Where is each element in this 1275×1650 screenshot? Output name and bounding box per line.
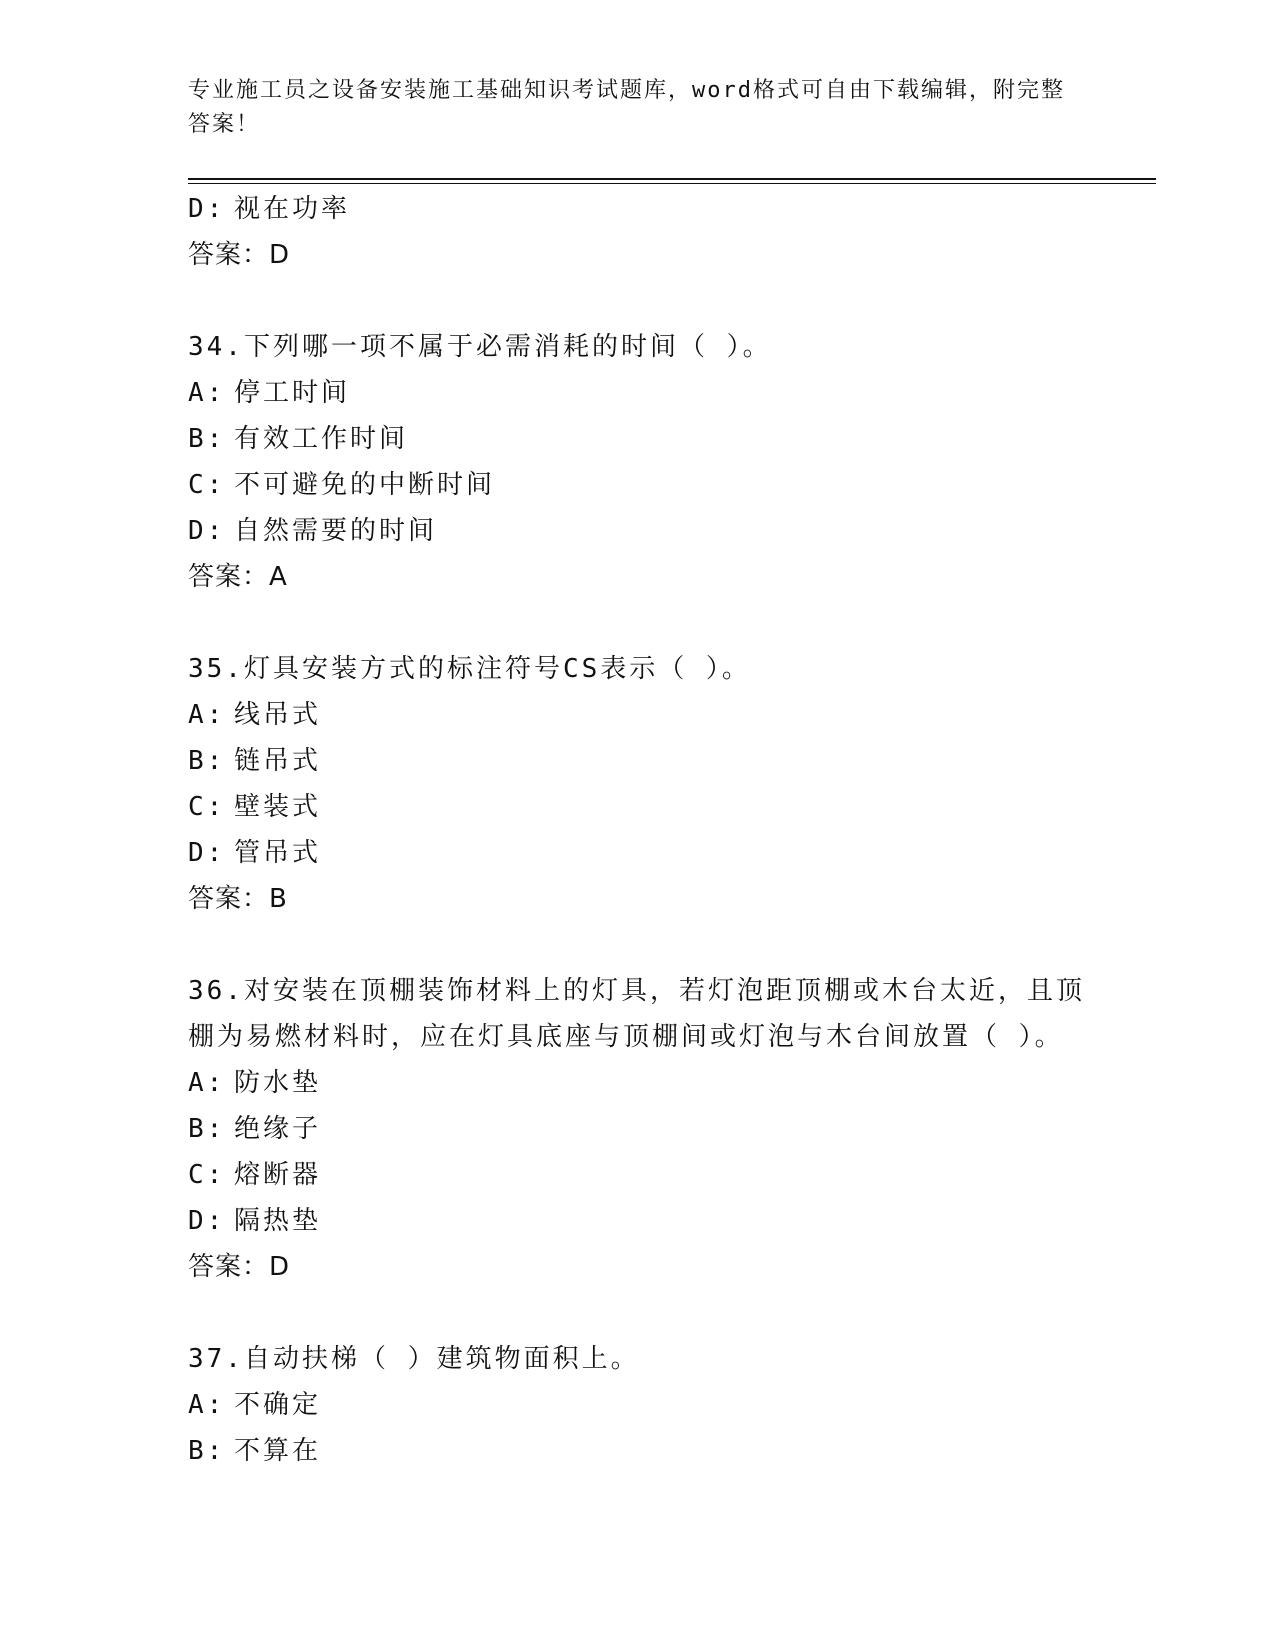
option-c: C: 壁装式 (188, 792, 322, 822)
option-d: D: 管吊式 (188, 838, 322, 868)
question-stem: 36.对安装在顶棚装饰材料上的灯具，若灯泡距顶棚或木台太近，且顶棚为易燃材料时，应在灯具底座与顶棚间或灯泡与木台间放置（ ）。 (188, 976, 1085, 1052)
question-stem: 34.下列哪一项不属于必需消耗的时间（ ）。 (188, 332, 772, 362)
answer-line: 答案：B (188, 884, 288, 914)
option-a: A: 停工时间 (188, 378, 351, 408)
option-c: C: 不可避免的中断时间 (188, 470, 496, 500)
document-header: 专业施工员之设备安装施工基础知识考试题库，word格式可自由下载编辑，附完整答案！ (188, 78, 1065, 137)
question-list (188, 186, 1088, 1474)
option-b: B: 绝缘子 (188, 1114, 322, 1144)
option-d: D: 视在功率 (188, 194, 351, 224)
option-a: A: 线吊式 (188, 700, 322, 730)
option-d: D: 隔热垫 (188, 1206, 322, 1236)
option-b: B: 链吊式 (188, 746, 322, 776)
header-divider-thick (188, 178, 1156, 180)
option-a: A: 防水垫 (188, 1068, 322, 1098)
option-d: D: 自然需要的时间 (188, 516, 438, 546)
answer-line: 答案：A (188, 562, 288, 592)
question-stem: 35.灯具安装方式的标注符号CS表示（ ）。 (188, 654, 751, 684)
option-b: B: 有效工作时间 (188, 424, 409, 454)
question-stem: 37.自动扶梯（ ）建筑物面积上。 (188, 1344, 640, 1374)
option-c: C: 熔断器 (188, 1160, 322, 1190)
option-b: B: 不算在 (188, 1436, 322, 1466)
answer-line: 答案：D (188, 240, 291, 270)
option-a: A: 不确定 (188, 1390, 322, 1420)
answer-line: 答案：D (188, 1252, 291, 1282)
header-divider-thin (188, 183, 1156, 184)
